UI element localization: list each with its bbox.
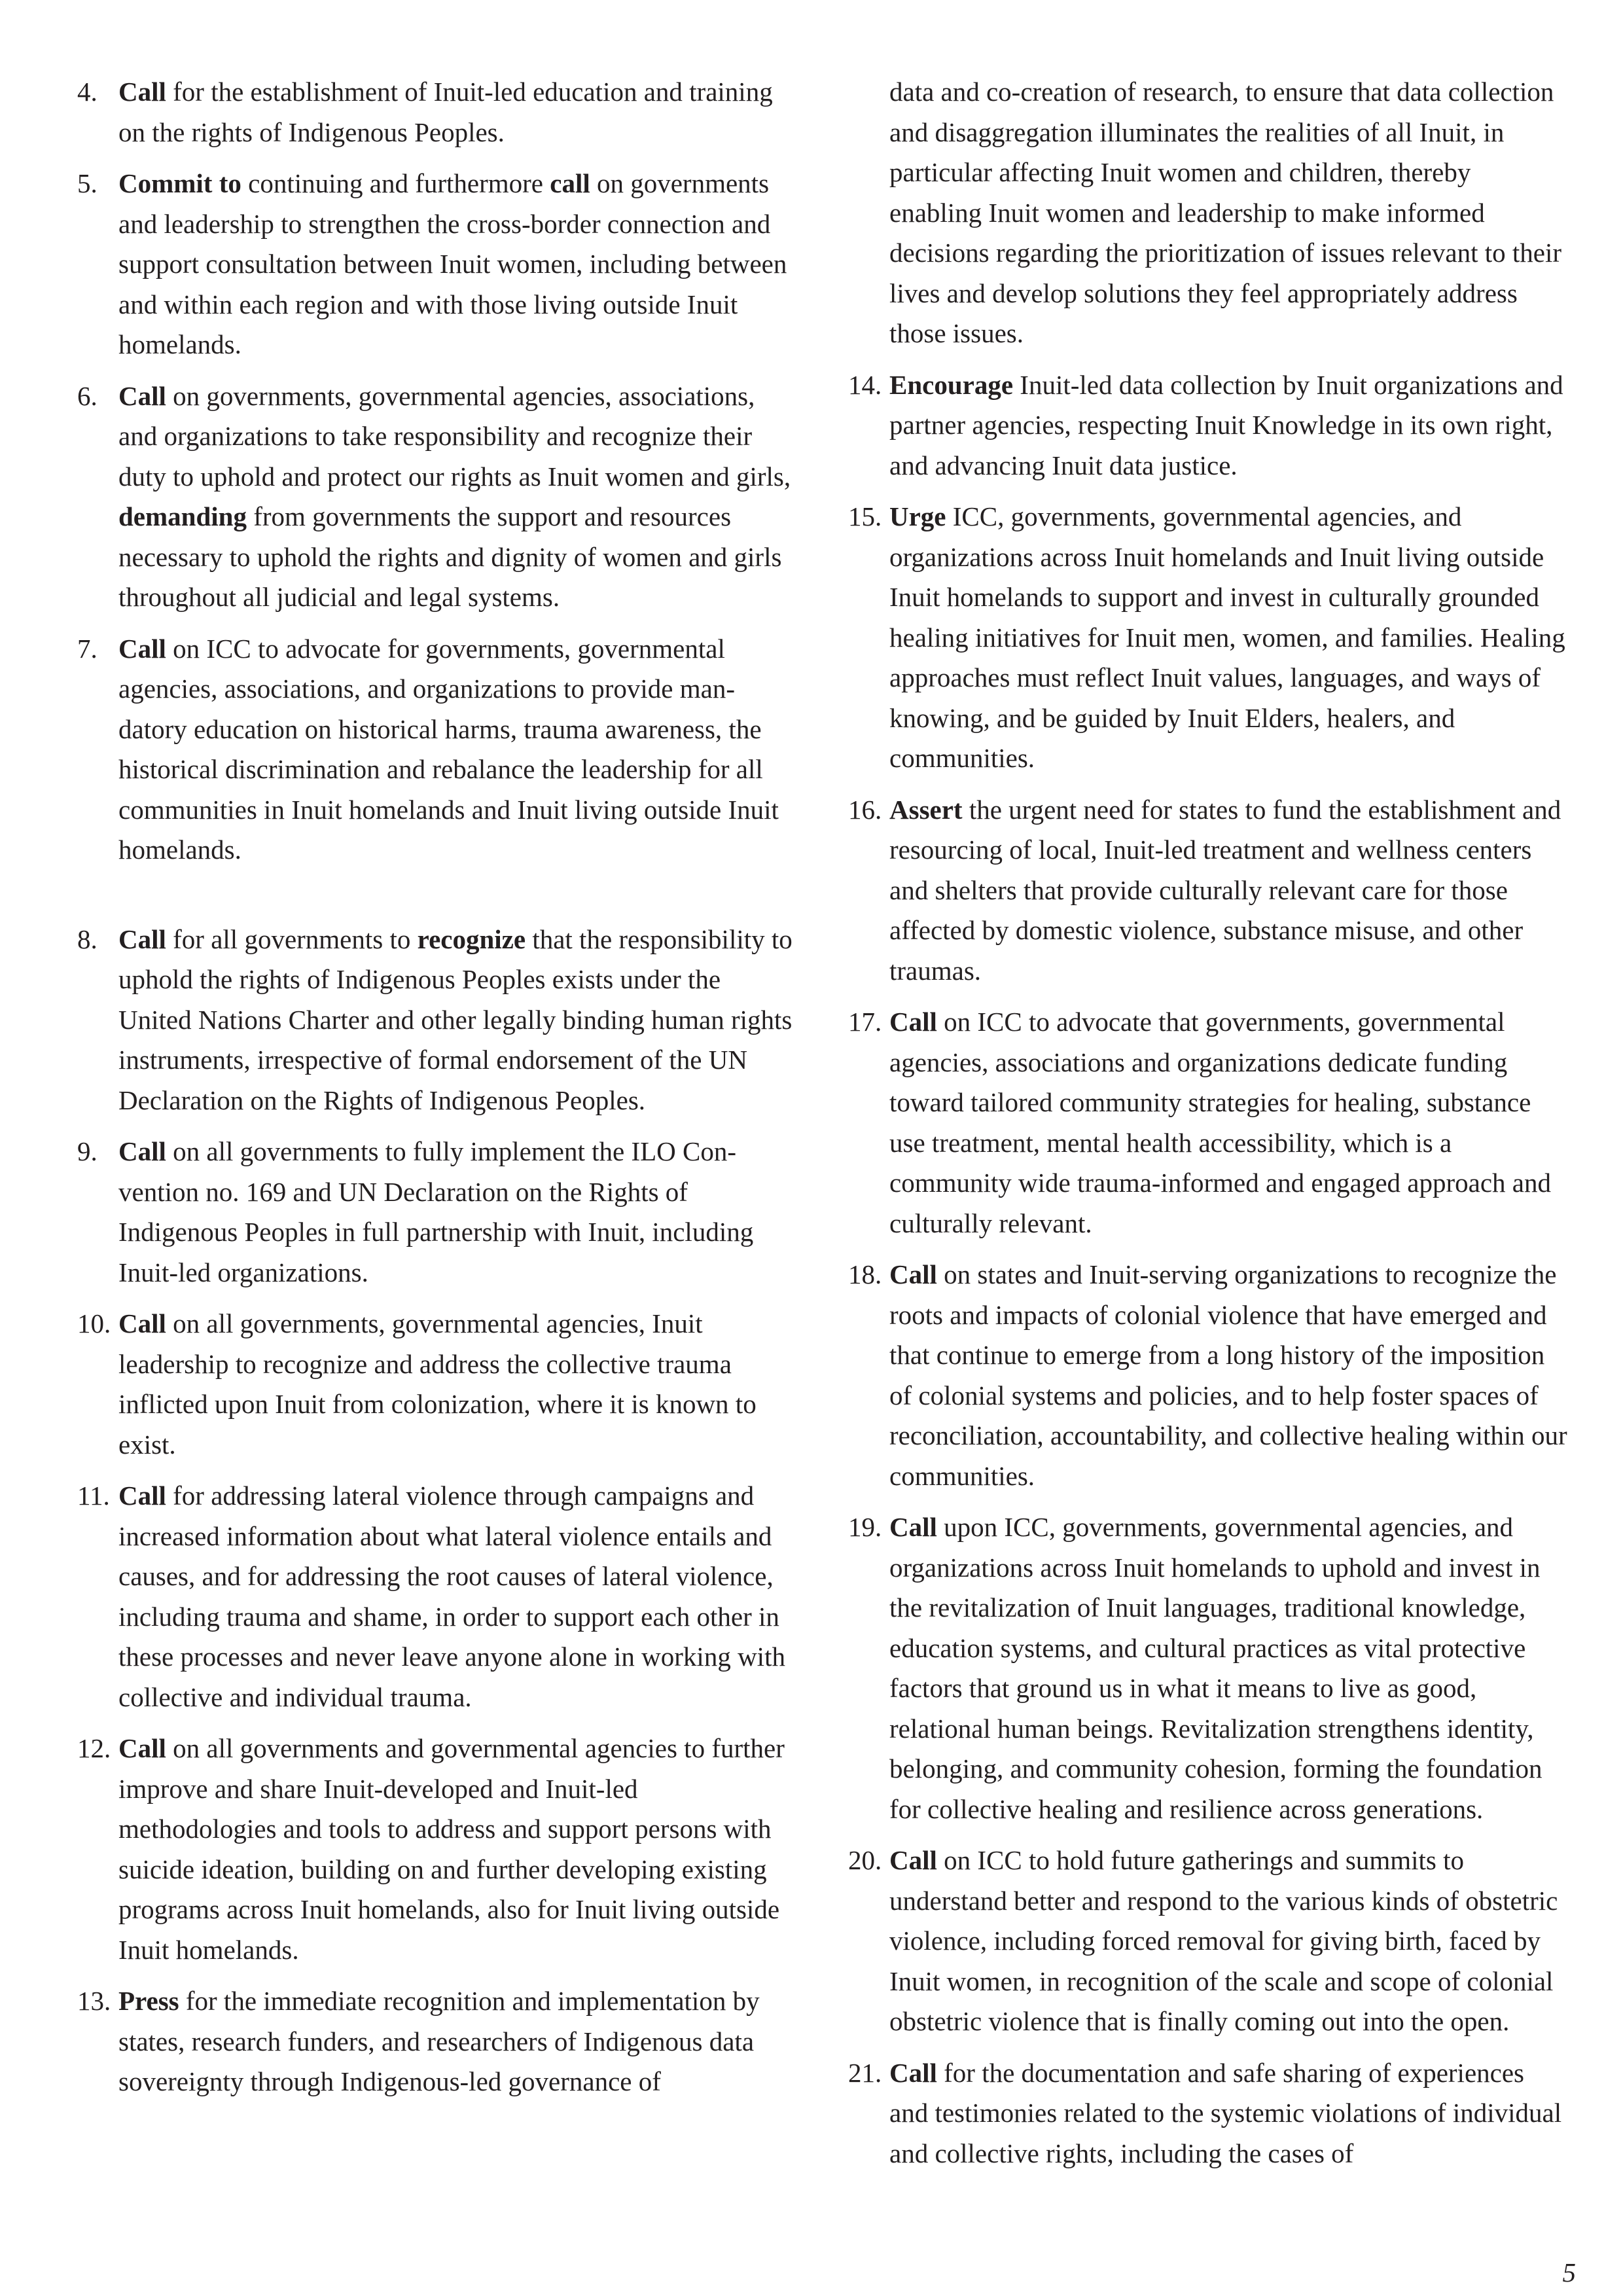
item-number: 14. — [848, 369, 882, 400]
list-item — [848, 365, 1568, 486]
item-number: 11. — [77, 1480, 110, 1511]
item-lead: Encourage — [889, 369, 1014, 400]
item-text: Assert the urgent need for states to fund the establishment and resourcing of local, Inuit-led treatment and wellness centers and shelters that provide culturally relevant care for those affected by domestic violence, substance misuse, and other traumas. — [889, 794, 1561, 986]
item-lead: Call — [889, 1259, 937, 1289]
item-text: Encourage Inuit-led data collection by Inuit organizations and partner agencies, respecting Inuit Knowledge in its own right, and advancing Inuit data justice. — [889, 369, 1563, 480]
list-item — [848, 497, 1568, 779]
item-lead: Call — [118, 1733, 166, 1763]
item-number: 6. — [77, 380, 98, 411]
list-item — [848, 1255, 1568, 1496]
item-text: Call upon ICC, governments, governmental agencies, and organizations across Inuit homelands to uphold and invest in the revitalization of Inuit languages, traditional knowledge, education systems, and cultural practices as vital protective factors that ground us in what it means to live as good, relational human beings. Revitalization strengthens identity, belonging, and community cohesion, forming the foundation for collective healing and resilience across generations. — [889, 1512, 1543, 1824]
item-lead: Call — [118, 924, 166, 954]
item-number: 7. — [77, 633, 98, 664]
item-text: Call on ICC to advocate that governments, governmental agencies, associations and organizations dedicate funding toward tailored community strategies for healing, substance use treatment, mental health accessibility, which is a community wide trauma-informed and engaged approach and culturally relevant. — [889, 1007, 1551, 1238]
item-emphasis: call — [550, 168, 590, 198]
item-text: Call for the documentation and safe sharing of experiences and testimonies related to the systemic violations of individual and collective rights, including the cases of — [889, 2057, 1562, 2168]
item-lead: Assert — [889, 794, 963, 825]
item-number: 20. — [848, 1845, 882, 1875]
item-lead: Call — [889, 2057, 937, 2088]
list-item — [77, 1132, 794, 1293]
item-text: Call on states and Inuit-serving organizations to recognize the roots and impacts of colonial violence that have emerged and that continue to emerge from a long history of the imposition of colonial systems and policies, and to help foster spaces of reconciliation, accountability, and collective healing within our communities. — [889, 1259, 1567, 1491]
item-text: Urge ICC, governments, governmental agencies, and organizations across Inuit homelands and Inuit living outside Inuit homelands to support and invest in culturally grounded healing initiatives for Inuit men, women, and families. Healing approaches must reflect Inuit values, languages, and ways of knowing, and be guided by Inuit Elders, healers, and communities. — [889, 501, 1565, 773]
item-number: 10. — [77, 1308, 111, 1338]
item-number: 21. — [848, 2057, 882, 2088]
item-number: 9. — [77, 1136, 98, 1166]
list-item — [77, 1476, 794, 1717]
item-text: Call on all governments to fully implement the ILO Convention no. 169 and UN Declaration on the Rights of Indigenous Peoples in full partnership with Inuit, including Inuit-led organizations. — [118, 1136, 754, 1287]
item-number: 13. — [77, 1986, 111, 2016]
item-lead: Urge — [889, 501, 946, 531]
item-lead: Call — [118, 380, 166, 411]
list-item — [848, 790, 1568, 992]
list-item — [77, 1304, 794, 1465]
item-text: Call on ICC to hold future gatherings and summits to understand better and respond to the various kinds of obstetric violence, including forced removal for giving birth, faced by Inuit women, in recognition of the scale and scope of colonial obstetric violence that is finally coming out into the open. — [889, 1845, 1558, 2036]
list-item — [848, 1002, 1568, 1244]
list-item — [848, 2053, 1568, 2174]
item-number: 17. — [848, 1007, 882, 1037]
list-item — [77, 164, 794, 365]
list-item — [77, 72, 794, 152]
item-lead: Call — [889, 1845, 937, 1875]
item-lead: Call — [889, 1512, 937, 1542]
item-number: 16. — [848, 794, 882, 825]
item-number: 4. — [77, 77, 98, 107]
item-number: 18. — [848, 1259, 882, 1289]
item-emphasis: recognize — [417, 924, 526, 954]
item-lead: Call — [118, 1480, 166, 1511]
item-number: 12. — [77, 1733, 111, 1763]
item-text: Call for addressing lateral violence through campaigns and increased information about what lateral violence entails and causes, and for addressing the root causes of lateral violence, including trauma and shame, in order to support each other in these processes and never leave anyone alone in working with collective and individual trauma. — [118, 1480, 785, 1712]
item-text: Call on all governments and governmental agencies to further improve and share Inuit-developed and Inuit-led methodologies and tools to address and support persons with suicide ideation, building on and further developing existing programs across Inuit homelands, also for Inuit living outside Inuit homelands. — [118, 1733, 785, 1965]
item-lead: Call — [118, 633, 166, 664]
page-number: 5 — [1562, 2257, 1576, 2287]
item-text: Call on all governments, governmental agencies, Inuit leadership to recognize and address the collective trauma inflicted upon Inuit from colonization, where it is known to exist. — [118, 1308, 757, 1460]
item-lead: Call — [118, 77, 166, 107]
right-column — [848, 72, 1568, 2185]
item-text: Call for all governments to recognize that the responsibility to uphold the rights of Indigenous Peoples exists under the United Nations Charter and other legally binding human rights instruments, irrespective of formal endorsement of the UN Declaration on the Rights of Indigenous Peoples. — [118, 924, 793, 1115]
item-number: 8. — [77, 924, 98, 954]
item-text: Call on ICC to advocate for governments, governmental agencies, associations, and organizations to provide mandatory education on historical harms, trauma awareness, the historical discrimination and rebalance the leadership for all communities in Inuit homelands and Inuit living outside Inuit homelands. — [118, 633, 779, 865]
list-item — [848, 1507, 1568, 1829]
item-lead: Press — [118, 1986, 179, 2016]
left-column — [77, 72, 794, 2113]
item-lead: Commit to — [118, 168, 241, 198]
list-item — [848, 1840, 1568, 2042]
item-lead: Call — [118, 1308, 166, 1338]
item-text: Commit to continuing and furthermore call on governments and leadership to strengthen the cross-border connection and support consultation between Inuit women, including between and within each region and with those living outside Inuit homelands. — [118, 168, 787, 359]
list-item — [77, 1981, 794, 2102]
list-item — [77, 1729, 794, 1970]
list-item — [77, 920, 794, 1121]
item-text: Call for the establishment of Inuit-led education and training on the rights of Indigenous Peoples. — [118, 77, 773, 147]
continuation-paragraph: data and co-creation of research, to ensure that data collection and disaggregation illuminates the realities of all Inuit, in particular affecting Inuit women and children, thereby enabling Inuit women and leadership to make informed decisions regarding the prioritization of issues relevant to their lives and develop solutions they feel appropriately address those issues. — [889, 77, 1561, 348]
item-emphasis: demanding — [118, 501, 247, 531]
item-lead: Call — [889, 1007, 937, 1037]
item-number: 19. — [848, 1512, 882, 1542]
item-text: Press for the immediate recognition and implementation by states, research funders, and researchers of Indigenous data sovereignty through Indigenous-led governance of — [118, 1986, 760, 2096]
list-item — [77, 629, 794, 870]
item-lead: Call — [118, 1136, 166, 1166]
item-number: 15. — [848, 501, 882, 531]
list-item — [77, 376, 794, 618]
item-text: Call on governments, governmental agencies, associations, and organizations to take responsibility and recognize their duty to uphold and protect our rights as Inuit women and girls, demanding from governments the support and resources necessary to uphold the rights and dignity of women and girls throughout all judicial and legal systems. — [118, 380, 791, 612]
item-number: 5. — [77, 168, 98, 198]
